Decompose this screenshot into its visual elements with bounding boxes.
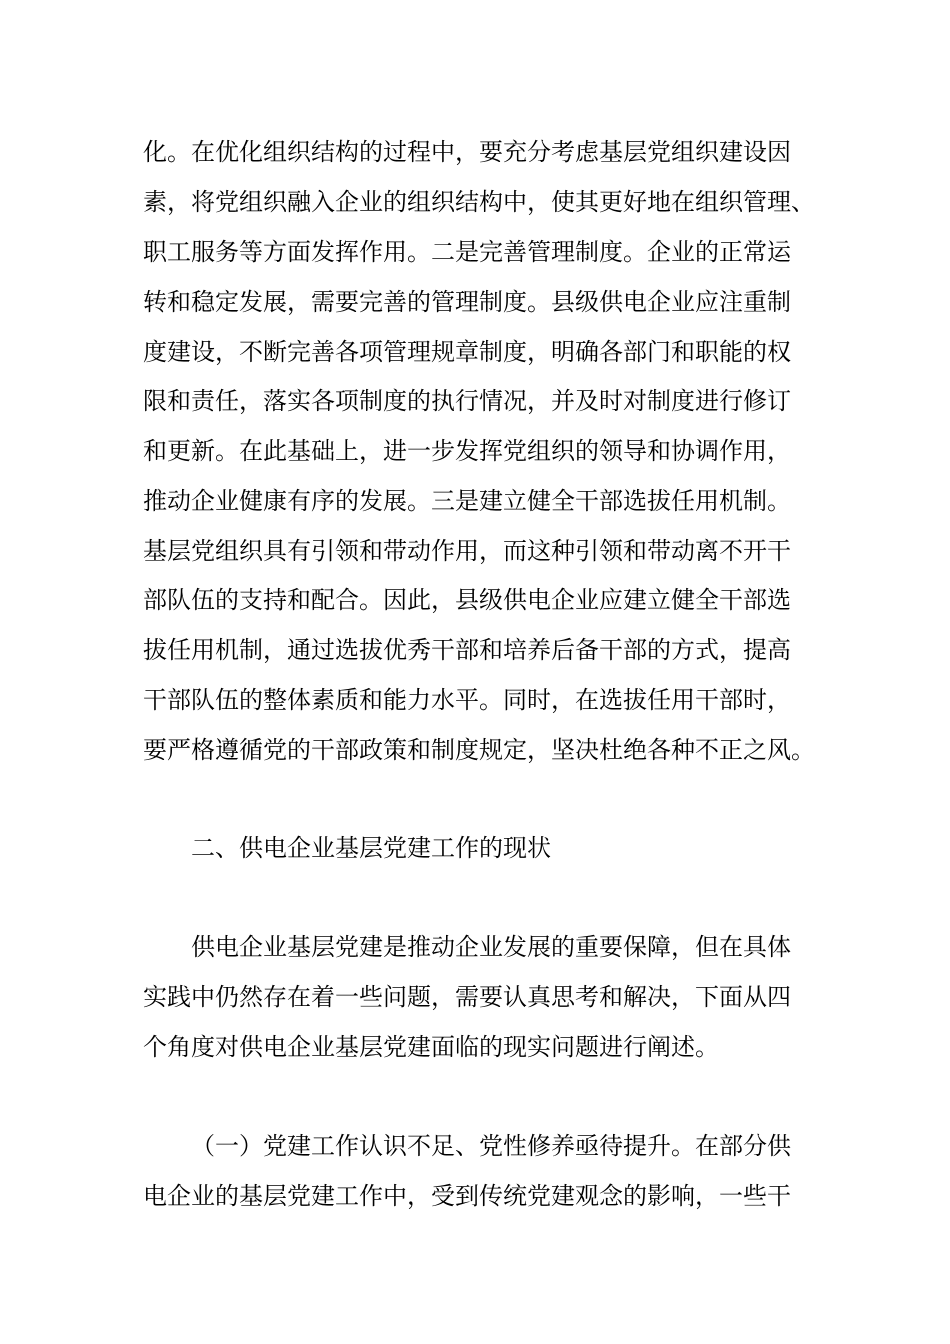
paragraph-3-line: 电企业的基层党建工作中，受到传统党建观念的影响，一些干 xyxy=(143,1182,791,1210)
paragraph-1-line: 干部队伍的整体素质和能力水平。同时，在选拔任用干部时， xyxy=(143,686,791,714)
paragraph-1-line: 推动企业健康有序的发展。三是建立健全干部选拔任用机制。 xyxy=(143,487,791,515)
paragraph-3-line: （一）党建工作认识不足、党性修养亟待提升。在部分供 xyxy=(191,1132,791,1160)
paragraph-1-line: 部队伍的支持和配合。因此，县级供电企业应建立健全干部选 xyxy=(143,586,791,614)
paragraph-1-line: 度建设，不断完善各项管理规章制度，明确各部门和职能的权 xyxy=(143,338,791,366)
paragraph-2-line: 实践中仍然存在着一些问题，需要认真思考和解决，下面从四 xyxy=(143,983,791,1011)
paragraph-1-line: 拔任用机制，通过选拔优秀干部和培养后备干部的方式，提高 xyxy=(143,636,791,664)
section-heading: 二、供电企业基层党建工作的现状 xyxy=(191,834,551,862)
paragraph-1-line: 转和稳定发展，需要完善的管理制度。县级供电企业应注重制 xyxy=(143,288,791,316)
paragraph-1-line: 和更新。在此基础上，进一步发挥党组织的领导和协调作用， xyxy=(143,437,791,465)
paragraph-1-line: 素，将党组织融入企业的组织结构中，使其更好地在组织管理、 xyxy=(143,188,815,216)
paragraph-2-line: 个角度对供电企业基层党建面临的现实问题进行阐述。 xyxy=(143,1033,719,1061)
paragraph-1-line: 化。在优化组织结构的过程中，要充分考虑基层党组织建设因 xyxy=(143,138,791,166)
paragraph-1-line: 限和责任，落实各项制度的执行情况，并及时对制度进行修订 xyxy=(143,387,791,415)
paragraph-2-line: 供电企业基层党建是推动企业发展的重要保障，但在具体 xyxy=(191,933,791,961)
paragraph-1-line: 要严格遵循党的干部政策和制度规定，坚决杜绝各种不正之风。 xyxy=(143,736,815,764)
paragraph-1-line: 职工服务等方面发挥作用。二是完善管理制度。企业的正常运 xyxy=(143,238,791,266)
paragraph-1-line: 基层党组织具有引领和带动作用，而这种引领和带动离不开干 xyxy=(143,537,791,565)
